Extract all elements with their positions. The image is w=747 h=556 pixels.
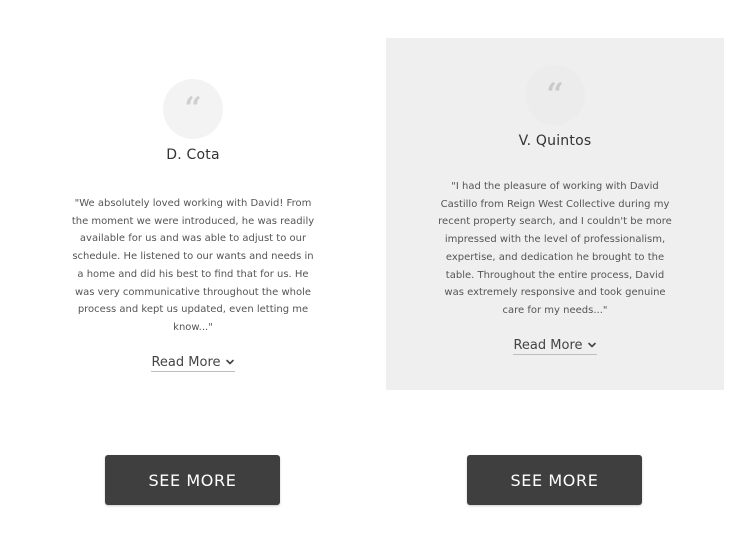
- read-more-link[interactable]: [513, 338, 596, 355]
- testimonial-author: V. Quintos: [518, 133, 592, 149]
- testimonial-card-1: [24, 52, 362, 404]
- testimonial-text: "I had the pleasure of working with David Castillo from Reign West Collective during my recent property search, and I couldn't be more impressed with the level of professionalism, expertise, and dedication he brought to the table. Throughout the entire process, David was extremely responsive and took genuine care for my needs...": [438, 181, 672, 316]
- quote-icon: “: [525, 65, 585, 125]
- see-more-button[interactable]: SEE MORE: [105, 455, 280, 505]
- see-more-button[interactable]: SEE MORE: [467, 455, 642, 505]
- read-more-label: Read More: [151, 354, 221, 370]
- read-more-link[interactable]: [151, 355, 234, 372]
- testimonial-author: D. Cota: [166, 147, 220, 163]
- chevron-down-icon: [225, 357, 235, 367]
- quote-icon: “: [163, 79, 223, 139]
- testimonial-card-2: [386, 38, 724, 390]
- read-more-label: Read More: [513, 337, 583, 353]
- chevron-down-icon: [587, 340, 597, 350]
- testimonial-text: "We absolutely loved working with David! From the moment we were introduced, he was readily available for us and was able to adjust to our schedule. He listened to our wants and needs in a home and did his best to find that for us. He was very communicative throughout the whole process and kept us updated, even letting me know...": [71, 198, 315, 333]
